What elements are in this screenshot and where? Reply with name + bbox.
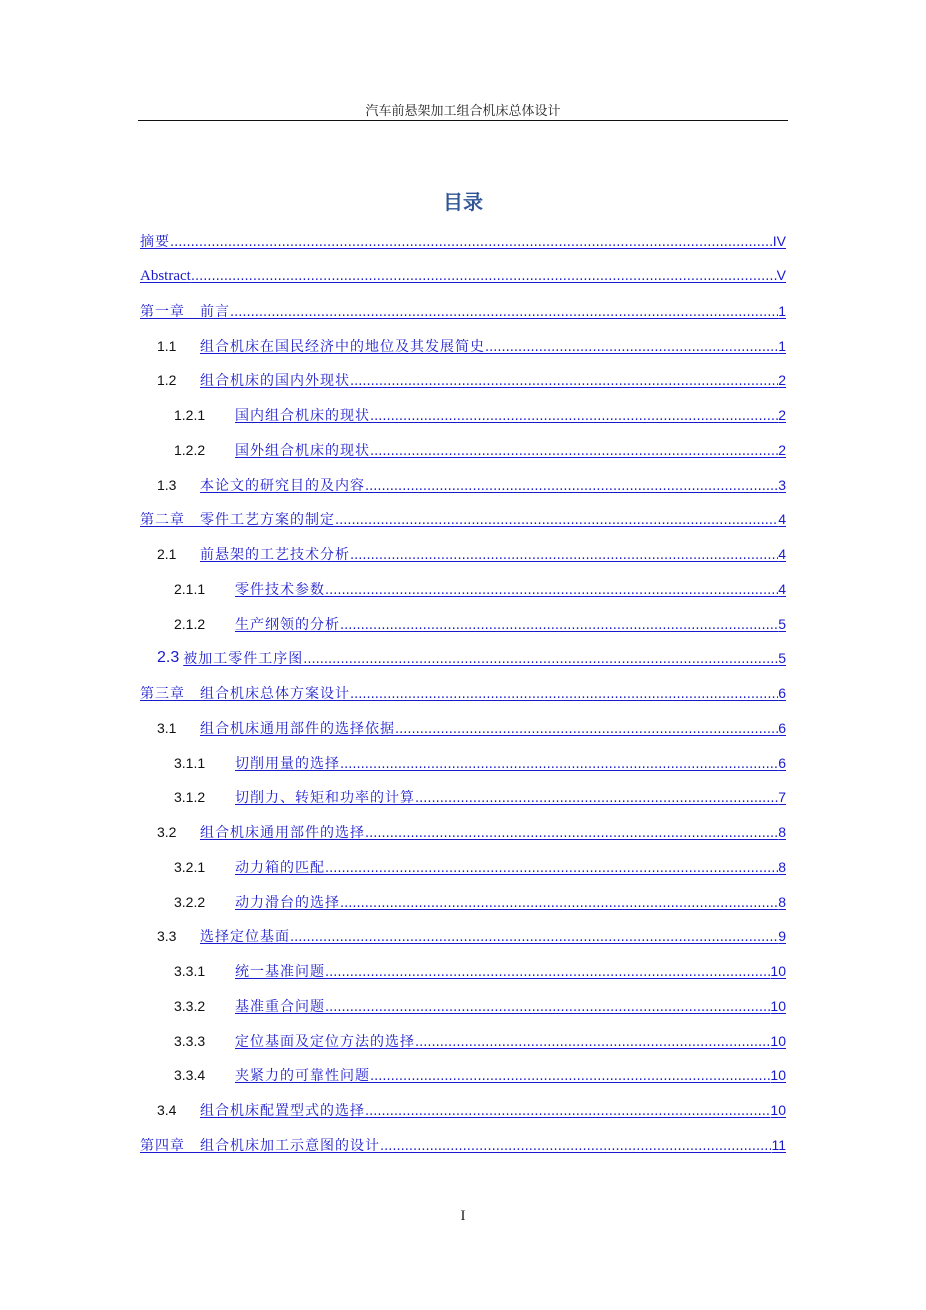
toc-entry-title: 组合机床在国民经济中的地位及其发展简史 bbox=[200, 338, 485, 355]
toc-entry-page: 5 bbox=[778, 650, 786, 667]
toc-entry bbox=[140, 676, 786, 711]
toc-entry-link[interactable] bbox=[235, 1065, 786, 1085]
toc-entry-link[interactable] bbox=[235, 961, 786, 981]
toc-entry-number: 1.2.2 bbox=[174, 441, 206, 458]
toc-entry-page: 1 bbox=[778, 302, 786, 319]
toc-entry-page: 8 bbox=[778, 858, 786, 875]
toc-entry-number: 3.1.2 bbox=[174, 789, 206, 806]
toc-entry-title: 国内组合机床的现状 bbox=[235, 408, 370, 425]
toc-entry bbox=[140, 745, 786, 780]
toc-entry-link[interactable] bbox=[183, 648, 786, 668]
toc-entry-link[interactable] bbox=[140, 301, 786, 321]
toc-entry-page: 2 bbox=[778, 372, 786, 389]
toc-entry-link[interactable] bbox=[200, 475, 786, 495]
toc-entry-title: 本论文的研究目的及内容 bbox=[200, 477, 365, 494]
toc-entry-link[interactable] bbox=[200, 926, 786, 946]
toc-entry-link[interactable] bbox=[200, 718, 786, 738]
toc-dot-leader bbox=[350, 548, 778, 563]
toc-dot-leader bbox=[325, 861, 778, 876]
toc-entry bbox=[140, 606, 786, 641]
toc-entry-number: 3.1.1 bbox=[174, 754, 206, 771]
toc-entry-title: 定位基面及定位方法的选择 bbox=[235, 1033, 415, 1050]
toc-entry-title: 动力滑台的选择 bbox=[235, 894, 340, 911]
toc-entry-number: 3.1 bbox=[157, 719, 177, 736]
toc-entry bbox=[140, 363, 786, 398]
toc-entry-link[interactable] bbox=[235, 892, 786, 912]
toc-dot-leader bbox=[370, 1069, 770, 1084]
toc-title: 目录 bbox=[443, 190, 483, 214]
toc-entry-link[interactable] bbox=[235, 440, 786, 460]
toc-entry bbox=[140, 989, 786, 1024]
toc-entry-link[interactable] bbox=[200, 370, 786, 390]
toc-dot-leader bbox=[350, 687, 778, 702]
toc-entry-title: 组合机床通用部件的选择 bbox=[200, 825, 365, 842]
toc-entry-page: 8 bbox=[778, 893, 786, 910]
toc-entry bbox=[140, 884, 786, 919]
toc-dot-leader bbox=[303, 652, 778, 667]
toc-entry-page: 11 bbox=[771, 1136, 786, 1153]
toc-entry bbox=[140, 1128, 786, 1163]
toc-dot-leader bbox=[415, 1035, 770, 1050]
toc-entry-link[interactable] bbox=[140, 509, 786, 529]
toc-entry bbox=[140, 537, 786, 572]
toc-entry-number: 2.1 bbox=[157, 546, 177, 563]
toc-entry-link[interactable] bbox=[200, 822, 786, 842]
toc-entry bbox=[140, 711, 786, 746]
toc-entry bbox=[140, 1058, 786, 1093]
toc-entry-link[interactable] bbox=[200, 544, 786, 564]
toc-entry-number: 3.3.3 bbox=[174, 1032, 206, 1049]
toc-dot-leader bbox=[230, 305, 778, 320]
toc-entry-number: 3.3.4 bbox=[174, 1067, 206, 1084]
toc-dot-leader bbox=[170, 235, 773, 250]
toc-entry-number: 3.3.2 bbox=[174, 997, 206, 1014]
page-number: I bbox=[460, 1208, 466, 1224]
toc-entry-page: 10 bbox=[770, 997, 786, 1014]
toc-entry-link[interactable] bbox=[235, 579, 786, 599]
toc-entry-link[interactable] bbox=[235, 996, 786, 1016]
toc-entry bbox=[140, 328, 786, 363]
toc-entry-number: 2.3 bbox=[157, 649, 180, 667]
toc-entry bbox=[140, 1023, 786, 1058]
toc-entry-title: 基准重合问题 bbox=[235, 998, 325, 1015]
toc-entry-title: 夹紧力的可靠性问题 bbox=[235, 1068, 370, 1085]
toc-entry-title: 前悬架的工艺技术分析 bbox=[200, 547, 350, 564]
toc-entry bbox=[140, 502, 786, 537]
toc-entry bbox=[140, 433, 786, 468]
toc-entry-link[interactable] bbox=[140, 683, 786, 703]
toc-dot-leader bbox=[365, 826, 778, 841]
toc-dot-leader bbox=[340, 618, 778, 633]
toc-dot-leader bbox=[485, 340, 778, 355]
toc-entry-link[interactable] bbox=[235, 857, 786, 877]
toc-entry-title: 国外组合机床的现状 bbox=[235, 442, 370, 459]
toc-entry-title: 选择定位基面 bbox=[200, 929, 290, 946]
toc-dot-leader bbox=[325, 583, 778, 598]
header-divider bbox=[138, 120, 788, 121]
toc-entry-number: 3.3 bbox=[157, 928, 177, 945]
toc-entry-title: 动力箱的匹配 bbox=[235, 859, 325, 876]
toc-entry-number: 1.1 bbox=[157, 337, 177, 354]
toc-entry-number: 3.2.2 bbox=[174, 893, 206, 910]
toc-entry-link[interactable] bbox=[235, 405, 786, 425]
toc-entry bbox=[140, 641, 786, 676]
toc-entry-link[interactable] bbox=[235, 1031, 786, 1051]
toc-dot-leader bbox=[335, 513, 778, 528]
toc-entry bbox=[140, 954, 786, 989]
toc-dot-leader bbox=[365, 479, 778, 494]
toc-entry bbox=[140, 467, 786, 502]
toc-entry bbox=[140, 919, 786, 954]
toc-entry-title: 生产纲领的分析 bbox=[235, 616, 340, 633]
toc-entry bbox=[140, 572, 786, 607]
toc-entry-number: 2.1.1 bbox=[174, 580, 206, 597]
toc-entry-title: Abstract bbox=[140, 268, 191, 285]
toc-entry bbox=[140, 224, 786, 259]
toc-entry-link[interactable] bbox=[140, 267, 786, 285]
toc-entry bbox=[140, 850, 786, 885]
toc-dot-leader bbox=[395, 722, 778, 737]
toc-entry-link[interactable] bbox=[235, 787, 786, 807]
toc-entry-page: 8 bbox=[778, 824, 786, 841]
toc-entry-page: 10 bbox=[770, 1102, 786, 1119]
toc-dot-leader bbox=[325, 1000, 770, 1015]
toc-entry-title: 第一章 前言 bbox=[140, 303, 230, 320]
toc-entry-page: 4 bbox=[778, 580, 786, 597]
toc-entry-link[interactable] bbox=[200, 336, 786, 356]
toc-entry bbox=[140, 780, 786, 815]
toc-entry-page: 10 bbox=[770, 963, 786, 980]
toc-entry-title: 组合机床的国内外现状 bbox=[200, 373, 350, 390]
toc-entry-page: 4 bbox=[778, 511, 786, 528]
toc-entry-page: 5 bbox=[778, 615, 786, 632]
toc-entry-page: V bbox=[776, 267, 786, 284]
toc-entry-title: 第三章 组合机床总体方案设计 bbox=[140, 686, 350, 703]
toc-entry bbox=[140, 1093, 786, 1128]
toc-entry-number: 1.2 bbox=[157, 372, 177, 389]
toc-dot-leader bbox=[290, 930, 778, 945]
toc-entry bbox=[140, 259, 786, 294]
toc-entry-page: 7 bbox=[778, 789, 786, 806]
toc-entry-title: 组合机床通用部件的选择依据 bbox=[200, 720, 395, 737]
toc-entry-page: 6 bbox=[778, 754, 786, 771]
toc-entry-page: 2 bbox=[778, 441, 786, 458]
toc-entry-title: 统一基准问题 bbox=[235, 964, 325, 981]
toc-entry-title: 组合机床配置型式的选择 bbox=[200, 1103, 365, 1120]
toc-entry-page: 1 bbox=[778, 337, 786, 354]
toc-entry-number: 3.2 bbox=[157, 824, 177, 841]
toc-dot-leader bbox=[415, 791, 778, 806]
toc-entry-title: 第二章 零件工艺方案的制定 bbox=[140, 512, 335, 529]
toc-entry-page: 6 bbox=[778, 685, 786, 702]
toc-entry-title: 切削用量的选择 bbox=[235, 755, 340, 772]
toc-entry bbox=[140, 294, 786, 329]
table-of-contents bbox=[140, 224, 786, 1162]
toc-entry-title: 切削力、转矩和功率的计算 bbox=[235, 790, 415, 807]
toc-entry bbox=[140, 398, 786, 433]
toc-entry-number: 3.3.1 bbox=[174, 963, 206, 980]
toc-dot-leader bbox=[340, 757, 778, 772]
toc-dot-leader bbox=[365, 1104, 770, 1119]
toc-entry-page: 3 bbox=[778, 476, 786, 493]
toc-dot-leader bbox=[350, 374, 778, 389]
toc-entry-page: IV bbox=[772, 233, 786, 250]
toc-dot-leader bbox=[380, 1139, 771, 1154]
toc-entry-title: 摘要 bbox=[140, 234, 170, 251]
toc-entry-link[interactable] bbox=[140, 1135, 786, 1155]
toc-entry-title: 零件技术参数 bbox=[235, 581, 325, 598]
toc-entry-link[interactable] bbox=[235, 753, 786, 773]
page-header-title: 汽车前悬架加工组合机床总体设计 bbox=[365, 104, 561, 119]
toc-dot-leader bbox=[340, 896, 778, 911]
toc-entry-title: 被加工零件工序图 bbox=[183, 651, 304, 668]
toc-dot-leader bbox=[191, 269, 777, 284]
toc-entry-page: 4 bbox=[778, 546, 786, 563]
toc-entry-number: 3.2.1 bbox=[174, 858, 206, 875]
toc-dot-leader bbox=[325, 965, 770, 980]
toc-entry-number: 1.3 bbox=[157, 476, 177, 493]
toc-entry bbox=[140, 815, 786, 850]
toc-entry-link[interactable] bbox=[235, 614, 786, 634]
toc-entry-page: 9 bbox=[778, 928, 786, 945]
toc-entry-page: 2 bbox=[778, 407, 786, 424]
toc-dot-leader bbox=[370, 409, 778, 424]
toc-entry-number: 2.1.2 bbox=[174, 615, 206, 632]
toc-dot-leader bbox=[370, 444, 778, 459]
toc-entry-title: 第四章 组合机床加工示意图的设计 bbox=[140, 1137, 380, 1154]
toc-entry-link[interactable] bbox=[140, 231, 786, 251]
toc-entry-number: 1.2.1 bbox=[174, 407, 206, 424]
toc-entry-page: 6 bbox=[778, 719, 786, 736]
toc-entry-link[interactable] bbox=[200, 1100, 786, 1120]
toc-entry-page: 10 bbox=[770, 1067, 786, 1084]
toc-entry-number: 3.4 bbox=[157, 1102, 177, 1119]
toc-entry-page: 10 bbox=[770, 1032, 786, 1049]
